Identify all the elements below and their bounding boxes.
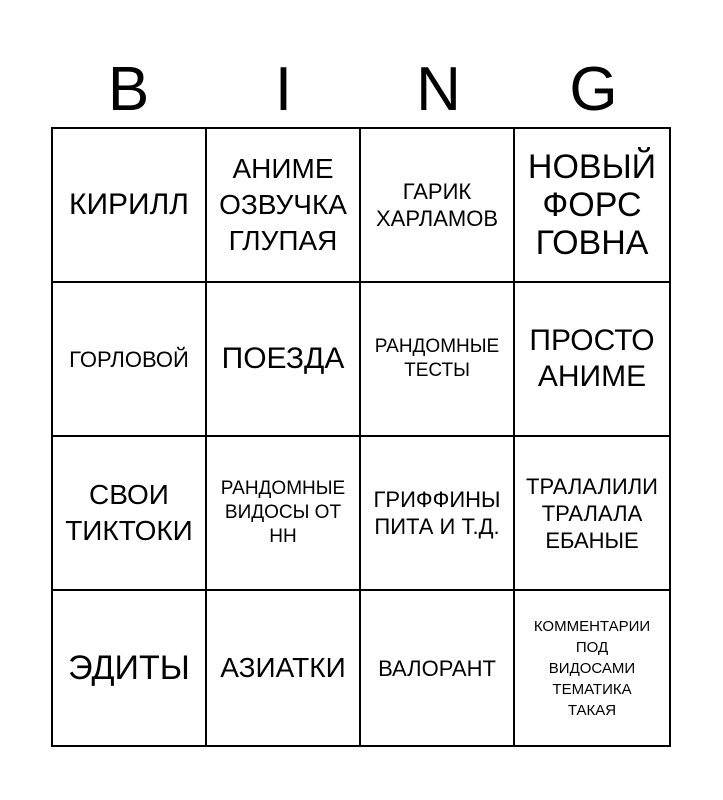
bingo-cell-r1c4[interactable]: [515, 129, 669, 283]
cell-label: ПОЕЗДА: [221, 342, 345, 375]
cell-label: ГОРЛОВОЙ: [69, 346, 189, 372]
header-letter-i: I: [274, 55, 293, 124]
cell-label: ГРИФФИНЫ ПИТА И Т.Д.: [373, 487, 501, 539]
cell-label: РАНДОМНЫЕ ТЕСТЫ: [374, 336, 500, 381]
header-letter-g: G: [569, 55, 618, 124]
cell-label: ВАЛОРАНТ: [378, 655, 496, 681]
cell-label: КИРИЛЛ: [69, 188, 189, 221]
header-letter-n: N: [416, 55, 461, 124]
bingo-cell-r4c3[interactable]: [361, 591, 515, 745]
bingo-cell-r3c2[interactable]: [207, 437, 361, 591]
bingo-header: [51, 52, 671, 128]
bingo-cell-r2c2[interactable]: [207, 283, 361, 437]
cell-label: ТРАЛАЛИЛИ ТРАЛАЛА ЕБАНЫЕ: [526, 473, 658, 553]
bingo-cell-r2c3[interactable]: [361, 283, 515, 437]
bingo-cell-r1c1[interactable]: [53, 129, 207, 283]
cell-label: НОВЫЙ ФОРС ГОВНА: [527, 148, 657, 262]
bingo-cell-r3c1[interactable]: [53, 437, 207, 591]
cell-label: ПРОСТО АНИМЕ: [529, 324, 655, 393]
cell-label: ГАРИК ХАРЛАМОВ: [375, 179, 498, 231]
cell-label: СВОИ ТИКТОКИ: [65, 479, 193, 546]
cell-label: АЗИАТКИ: [220, 652, 346, 683]
cell-label: КОММЕНТАРИИ ПОД ВИДОСАМИ ТЕМАТИКА ТАКАЯ: [533, 617, 651, 719]
cell-label: ЭДИТЫ: [68, 649, 190, 687]
header-letter-b: B: [107, 55, 150, 124]
cell-label: РАНДОМНЫЕ ВИДОСЫ ОТ НН: [220, 478, 346, 547]
bingo-cell-r2c4[interactable]: [515, 283, 669, 437]
cell-label: АНИМЕ ОЗВУЧКА ГЛУПАЯ: [219, 153, 347, 256]
bingo-board: [51, 127, 671, 747]
bingo-cell-r3c3[interactable]: [361, 437, 515, 591]
bingo-cell-r4c4[interactable]: [515, 591, 669, 745]
bingo-cell-r1c2[interactable]: [207, 129, 361, 283]
bingo-cell-r4c1[interactable]: [53, 591, 207, 745]
bingo-cell-r3c4[interactable]: [515, 437, 669, 591]
bingo-cell-r2c1[interactable]: [53, 283, 207, 437]
bingo-cell-r4c2[interactable]: [207, 591, 361, 745]
bingo-cell-r1c3[interactable]: [361, 129, 515, 283]
